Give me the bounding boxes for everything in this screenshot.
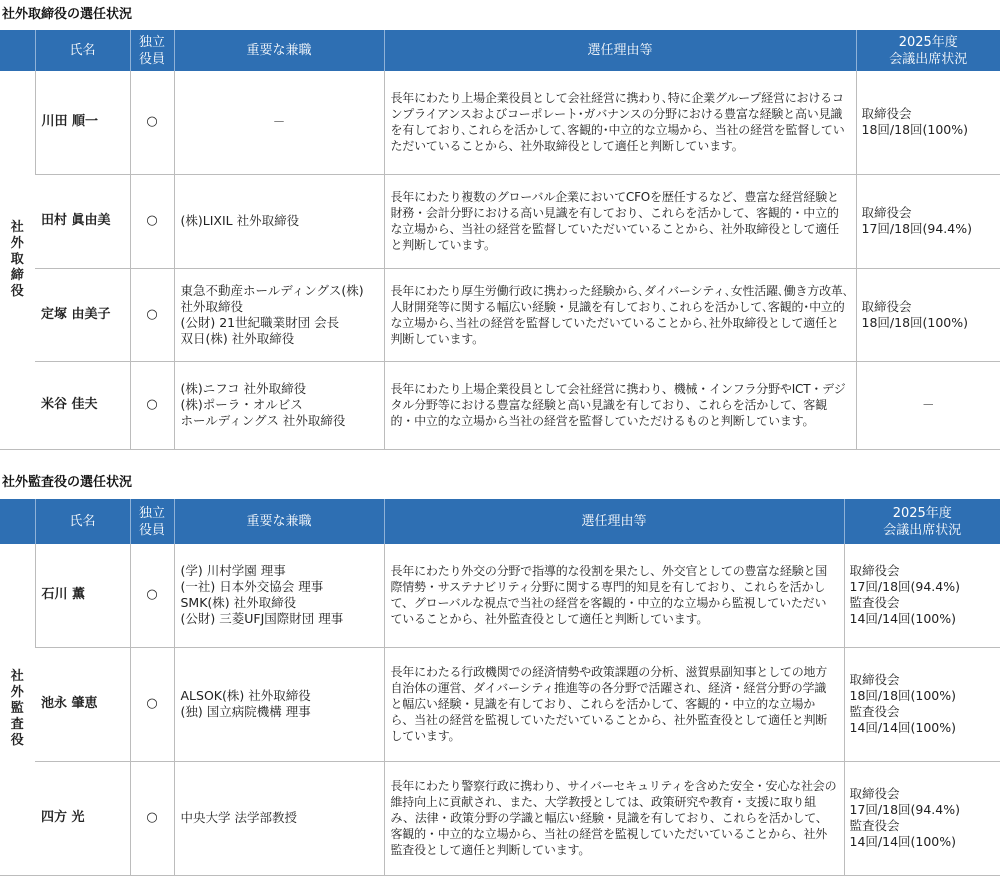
important-positions: －	[174, 71, 384, 174]
attendance: 取締役会 18回/18回(100%) 監査役会 14回/14回(100%)	[844, 647, 1000, 761]
important-positions: ALSOK(株) 社外取締役 (独) 国立病院機構 理事	[174, 647, 384, 761]
important-positions: 中央大学 法学部教授	[174, 761, 384, 875]
independent-mark: ○	[130, 361, 174, 449]
table-row	[0, 544, 1000, 647]
selection-reason: 長年にわたり上場企業役員として会社経営に携わり､特に企業グループ経営におけるコンプライアンスおよびコーポレート･ガバナンスの分野における豊富な経験と高い見識を有しており､これらを活かして､客観的･中立的な立場から、当社の経営を監督していただいていることから、社外取締役として適任と判断しています。	[384, 71, 856, 174]
director-name: 川田 順一	[35, 71, 130, 174]
selection-reason: 長年にわたり厚生労働行政に携わった経験から､ダイバーシティ､女性活躍､働き方改革､人財開発等に関する幅広い経験・見識を有しており､これらを活かして､客観的･中立的な立場から､当社の経営を監督していただいていることから､社外取締役として適任と判断しています。	[384, 268, 856, 361]
important-positions: 東急不動産ホールディングス(株) 社外取締役 (公財) 21世紀職業財団 会長 双日(株) 社外取締役	[174, 268, 384, 361]
selection-reason: 長年にわたり警察行政に携わり、サイバーセキュリティを含めた安全・安心な社会の維持向上に貢献され、また、大学教授としては、政策研究や教育・支援に取り組み、法律・政策分野の学識と幅広い経験・見識を有しており、これらを活かして、客観的・中立的な立場から、当社の経営を監視していただいていることから、社外監査役として適任と判断しています。	[384, 761, 844, 875]
attendance: 取締役会 17回/18回(94.4%) 監査役会 14回/14回(100%)	[844, 761, 1000, 875]
auditor-name: 池永 肇恵	[35, 647, 130, 761]
selection-reason: 長年にわたり複数のグローバル企業においてCFOを歴任するなど、豊富な経営経験と財務・会計分野における高い見識を有しており、これらを活かして、客観的・中立的な立場から、当社の経営を監督していただいていることから、社外取締役として適任と判断しています。	[384, 174, 856, 268]
table-row	[0, 268, 1000, 361]
header-blank	[0, 30, 35, 71]
attendance: 取締役会 18回/18回(100%)	[856, 71, 1000, 174]
table-header-row	[0, 499, 1000, 544]
section-title-outside-auditors: 社外監査役の選任状況	[2, 475, 133, 490]
header-positions: 重要な兼職	[174, 30, 384, 71]
header-positions: 重要な兼職	[174, 499, 384, 544]
auditor-name: 四方 光	[35, 761, 130, 875]
outside-auditors-table	[0, 499, 1000, 876]
header-attendance: 2025年度 会議出席状況	[856, 30, 1000, 71]
header-independent: 独立 役員	[130, 499, 174, 544]
important-positions: (学) 川村学園 理事 (一社) 日本外交協会 理事 SMK(株) 社外取締役 (公財) 三菱UFJ国際財団 理事	[174, 544, 384, 647]
attendance: 取締役会 17回/18回(94.4%) 監査役会 14回/14回(100%)	[844, 544, 1000, 647]
header-attendance: 2025年度 会議出席状況	[844, 499, 1000, 544]
independent-mark: ○	[130, 761, 174, 875]
director-name: 定塚 由美子	[35, 268, 130, 361]
category-label: 社外取締役	[0, 71, 35, 449]
independent-mark: ○	[130, 647, 174, 761]
header-reason: 選任理由等	[384, 499, 844, 544]
table-row	[0, 647, 1000, 761]
director-name: 米谷 佳夫	[35, 361, 130, 449]
table-header-row	[0, 30, 1000, 71]
category-label: 社外監査役	[0, 544, 35, 875]
header-independent: 独立 役員	[130, 30, 174, 71]
independent-mark: ○	[130, 174, 174, 268]
important-positions: (株)ニフコ 社外取締役 (株)ポーラ・オルビス ホールディングス 社外取締役	[174, 361, 384, 449]
header-name: 氏名	[35, 499, 130, 544]
attendance: －	[856, 361, 1000, 449]
selection-reason: 長年にわたり上場企業役員として会社経営に携わり、機械・インフラ分野やICT・デジタル分野等における豊富な経験と高い見識を有しており、これらを活かして、客観的・中立的な立場から当社の経営を監督していただけるものと判断しています。	[384, 361, 856, 449]
selection-reason: 長年にわたる行政機関での経済情勢や政策課題の分析、滋賀県副知事としての地方自治体の運営、ダイバーシティ推進等の各分野で活躍され、経済・経営分野の学識と幅広い経験・見識を有しており、これらを活かして、客観的・中立的な立場から、当社の経営を監視していただいていることから、社外監査役として適任と判断しています。	[384, 647, 844, 761]
attendance: 取締役会 18回/18回(100%)	[856, 268, 1000, 361]
table-row	[0, 71, 1000, 174]
selection-reason: 長年にわたり外交の分野で指導的な役割を果たし、外交官としての豊富な経験と国際情勢・サステナビリティ分野に関する専門的知見を有しており、これらを活かして、グローバルな視点で当社の経営を客観的・中立的な立場から監視していただいていることから、社外監査役として適任と判断しています。	[384, 544, 844, 647]
table-row	[0, 761, 1000, 875]
attendance: 取締役会 17回/18回(94.4%)	[856, 174, 1000, 268]
independent-mark: ○	[130, 544, 174, 647]
section-title-outside-directors: 社外取締役の選任状況	[2, 7, 133, 22]
header-blank	[0, 499, 35, 544]
outside-directors-table	[0, 30, 1000, 450]
independent-mark: ○	[130, 71, 174, 174]
auditor-name: 石川 薫	[35, 544, 130, 647]
header-name: 氏名	[35, 30, 130, 71]
director-name: 田村 眞由美	[35, 174, 130, 268]
table-row	[0, 361, 1000, 449]
important-positions: (株)LIXIL 社外取締役	[174, 174, 384, 268]
header-reason: 選任理由等	[384, 30, 856, 71]
independent-mark: ○	[130, 268, 174, 361]
table-row	[0, 174, 1000, 268]
